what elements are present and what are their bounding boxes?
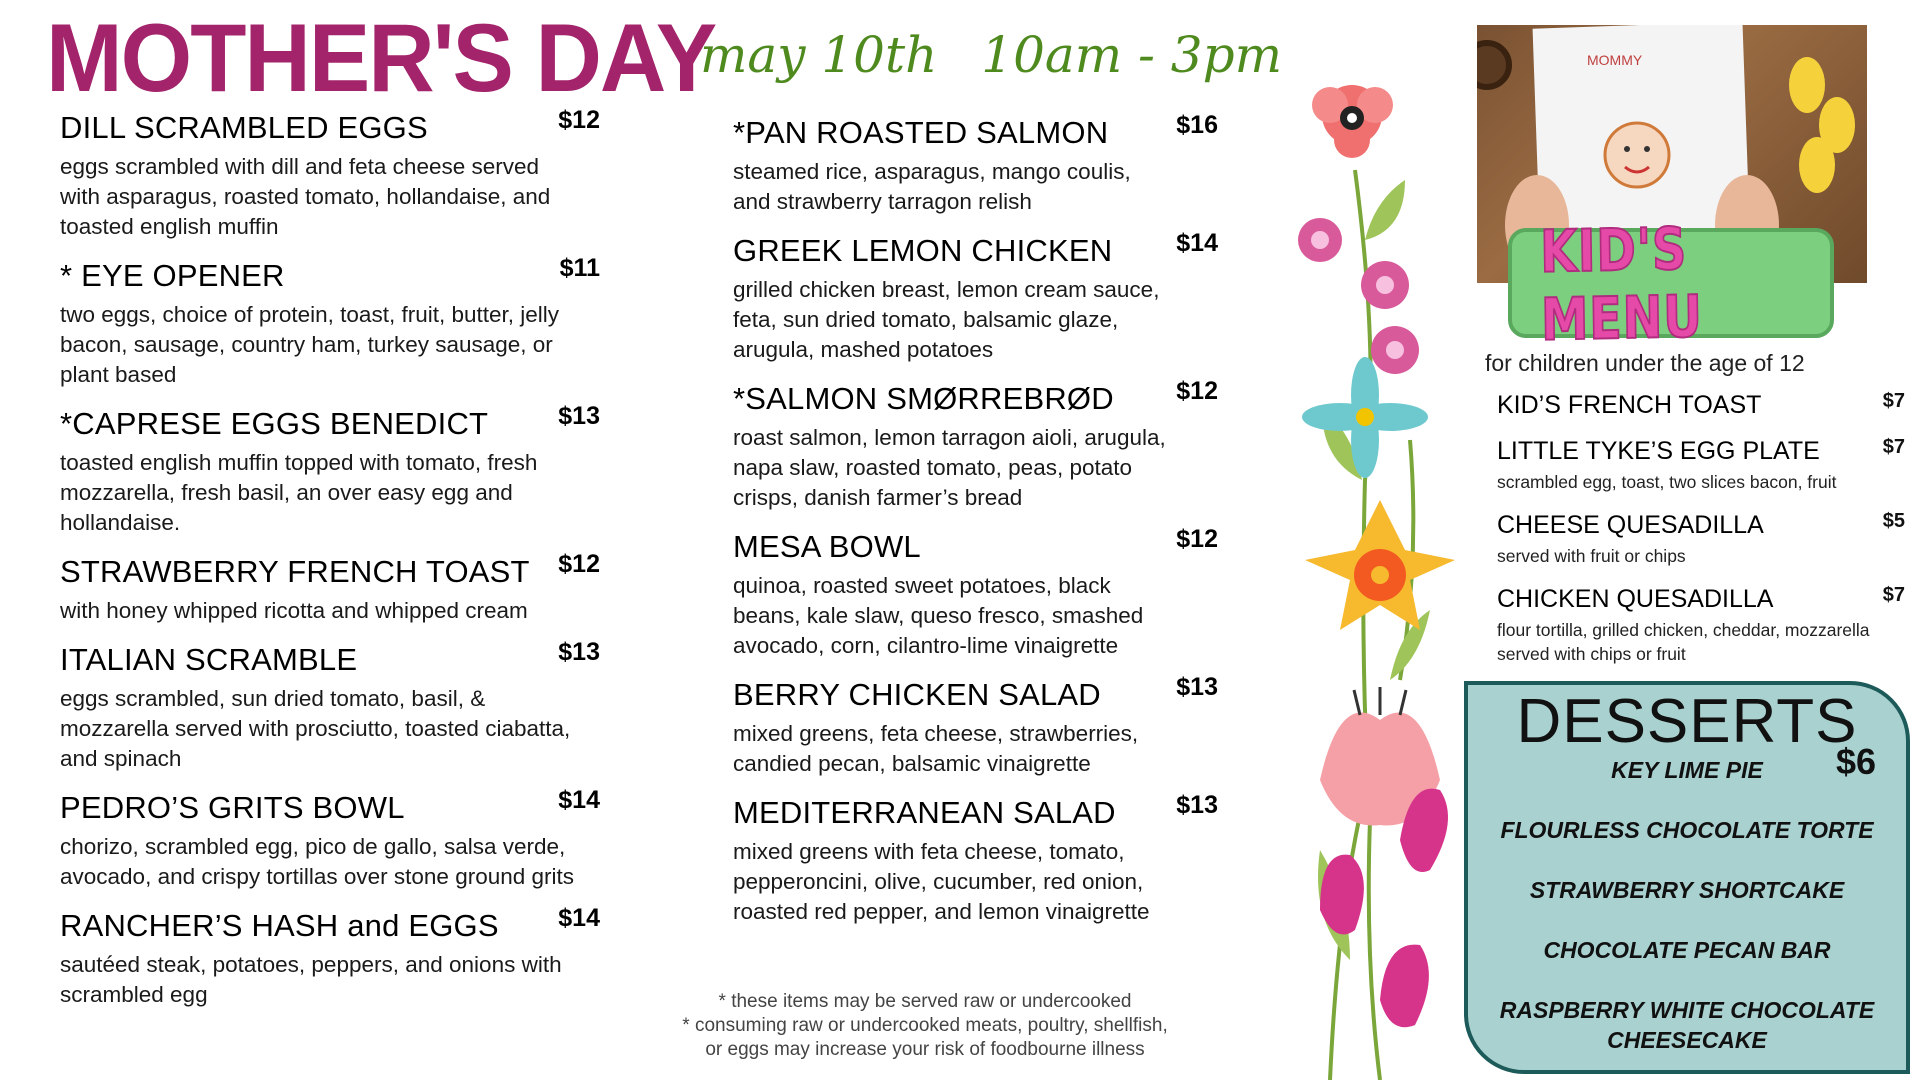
blue-flower-icon	[1302, 357, 1428, 478]
menu-item	[60, 904, 600, 1010]
menu-item	[733, 111, 1218, 217]
red-flower-icon	[1312, 85, 1393, 158]
desserts-panel	[1464, 681, 1910, 1074]
event-date-time	[700, 26, 1283, 84]
page-title: MOTHER'S DAY	[46, 4, 716, 112]
kids-menu-item	[1497, 584, 1905, 666]
dessert-item: KEY LIME PIE	[1611, 757, 1763, 783]
menu-item-name: *PAN ROASTED SALMON	[733, 115, 1109, 150]
menu-item-name: *SALMON SMØRREBRØD	[733, 381, 1114, 416]
kids-menu-subtitle: for children under the age of 12	[1485, 350, 1805, 376]
kids-item-description: flour tortilla, grilled chicken, cheddar, mozzarella served with chips or fruit	[1497, 620, 1870, 664]
menu-item-price: $13	[558, 638, 600, 666]
kids-item-price: $7	[1882, 390, 1905, 412]
dessert-item: CHOCOLATE PECAN BAR	[1543, 937, 1831, 963]
kids-item-price: $7	[1882, 584, 1905, 606]
kids-menu-item	[1497, 390, 1905, 420]
menu-item-description: steamed rice, asparagus, mango coulis, and strawberry tarragon relish	[733, 159, 1131, 214]
orchid-icon	[1298, 218, 1419, 374]
desserts-price: $6	[1835, 741, 1876, 782]
menu-item	[60, 638, 600, 774]
kids-menu-title: KID'S MENU	[1539, 214, 1704, 354]
menu-item-description: quinoa, roasted sweet potatoes, black beans, kale slaw, queso fresco, smashed avocado, corn, cilantro-lime vinaigrette	[733, 573, 1144, 658]
dessert-item: RASPBERRY WHITE CHOCOLATE CHEESECAKE	[1499, 997, 1875, 1053]
footnote-illness-warning: or eggs may increase your risk of foodbourne illness	[705, 1039, 1145, 1060]
menu-item-name: GREEK LEMON CHICKEN	[733, 233, 1113, 268]
footnote-raw-items: * these items may be served raw or undercooked	[718, 991, 1132, 1012]
menu-item-description: with honey whipped ricotta and whipped cream	[60, 598, 528, 623]
dessert-item: FLOURLESS CHOCOLATE TORTE	[1500, 817, 1874, 843]
menu-item-price: $16	[1176, 111, 1218, 139]
footnotes	[655, 990, 1195, 1062]
menu-item-price: $11	[559, 254, 600, 282]
menu-item-price: $13	[1176, 791, 1218, 819]
menu-item-price: $13	[1176, 673, 1218, 701]
menu-item-price: $14	[1176, 229, 1218, 257]
menu-item-description: toasted english muffin topped with tomato, fresh mozzarella, fresh basil, an over easy egg and hollandaise.	[60, 450, 538, 535]
kids-item-description: scrambled egg, toast, two slices bacon, fruit	[1497, 472, 1837, 492]
desserts-title: DESSERTS	[1516, 687, 1858, 756]
kids-menu-badge	[1508, 214, 1834, 354]
menu-item	[733, 229, 1218, 365]
menu-item-price: $14	[558, 786, 600, 814]
menu-item	[60, 786, 600, 892]
daffodil-icon	[1305, 500, 1455, 630]
menu-item-description: eggs scrambled, sun dried tomato, basil, & mozzarella served with prosciutto, toasted ciabatta, and spinach	[60, 686, 571, 771]
menu-item	[60, 550, 600, 626]
menu-item-name: *CAPRESE EGGS BENEDICT	[60, 406, 489, 441]
menu-column-left	[60, 106, 600, 1026]
menu-item-name: DILL SCRAMBLED EGGS	[60, 110, 428, 145]
menu-item	[733, 791, 1218, 927]
kids-item-name: LITTLE TYKE’S EGG PLATE	[1497, 437, 1820, 465]
kids-menu-item	[1497, 510, 1905, 568]
menu-item-name: RANCHER’S HASH and EGGS	[60, 908, 499, 943]
event-date: may 10th	[700, 26, 938, 84]
menu-item	[60, 254, 600, 390]
menu-item-price: $14	[558, 904, 600, 932]
menu-item-name: BERRY CHICKEN SALAD	[733, 677, 1101, 712]
dessert-list	[1468, 755, 1906, 1085]
menu-item-description: mixed greens with feta cheese, tomato, pepperoncini, olive, cucumber, red onion, roasted red pepper, and lemon vinaigrette	[733, 839, 1150, 924]
menu-item	[733, 525, 1218, 661]
menu-item-name: * EYE OPENER	[60, 258, 285, 293]
menu-item-name: MEDITERRANEAN SALAD	[733, 795, 1116, 830]
kids-item-price: $7	[1882, 436, 1905, 458]
flower-illustration	[1260, 60, 1460, 1080]
menu-item-price: $12	[1176, 377, 1218, 405]
menu-item-description: sautéed steak, potatoes, peppers, and onions with scrambled egg	[60, 952, 562, 1007]
dessert-item: STRAWBERRY SHORTCAKE	[1529, 877, 1845, 903]
kids-menu-item	[1497, 436, 1905, 494]
menu-item-description: two eggs, choice of protein, toast, fruit, butter, jelly bacon, sausage, country ham, turkey sausage, or plant based	[60, 302, 560, 387]
menu-item-description: grilled chicken breast, lemon cream sauce, feta, sun dried tomato, balsamic glaze, arugula, mashed potatoes	[733, 277, 1160, 362]
menu-item	[733, 377, 1218, 513]
menu-item-description: eggs scrambled with dill and feta cheese served with asparagus, roasted tomato, hollandaise, and toasted english muffin	[60, 154, 551, 239]
kids-item-name: CHEESE QUESADILLA	[1497, 511, 1764, 539]
menu-item-price: $12	[558, 550, 600, 578]
menu-item-name: ITALIAN SCRAMBLE	[60, 642, 358, 677]
menu-item-price: $13	[558, 402, 600, 430]
menu-item-price: $12	[1176, 525, 1218, 553]
event-time: 10am - 3pm	[981, 26, 1283, 84]
menu-column-middle	[733, 111, 1233, 943]
menu-item-description: roast salmon, lemon tarragon aioli, arugula, napa slaw, roasted tomato, peas, potato crisps, danish farmer’s bread	[733, 425, 1166, 510]
menu-item	[733, 673, 1218, 779]
menu-item-price: $12	[558, 106, 600, 134]
kids-item-name: CHICKEN QUESADILLA	[1497, 585, 1774, 613]
kids-item-price: $5	[1882, 510, 1905, 532]
menu-item-description: chorizo, scrambled egg, pico de gallo, salsa verde, avocado, and crispy tortillas over stone ground grits	[60, 834, 575, 889]
kids-item-description: served with fruit or chips	[1497, 546, 1686, 566]
menu-item	[60, 402, 600, 538]
menu-item-name: PEDRO’S GRITS BOWL	[60, 790, 405, 825]
menu-item-name: MESA BOWL	[733, 529, 921, 564]
kids-item-name: KID’S FRENCH TOAST	[1497, 391, 1762, 419]
drawing-label: MOMMY	[1587, 52, 1643, 68]
menu-item-name: STRAWBERRY FRENCH TOAST	[60, 554, 530, 589]
footnote-consumption-warning: * consuming raw or undercooked meats, poultry, shellfish,	[682, 1015, 1168, 1036]
menu-item	[60, 106, 600, 242]
menu-item-description: mixed greens, feta cheese, strawberries, candied pecan, balsamic vinaigrette	[733, 721, 1139, 776]
kids-menu-list	[1497, 390, 1905, 682]
